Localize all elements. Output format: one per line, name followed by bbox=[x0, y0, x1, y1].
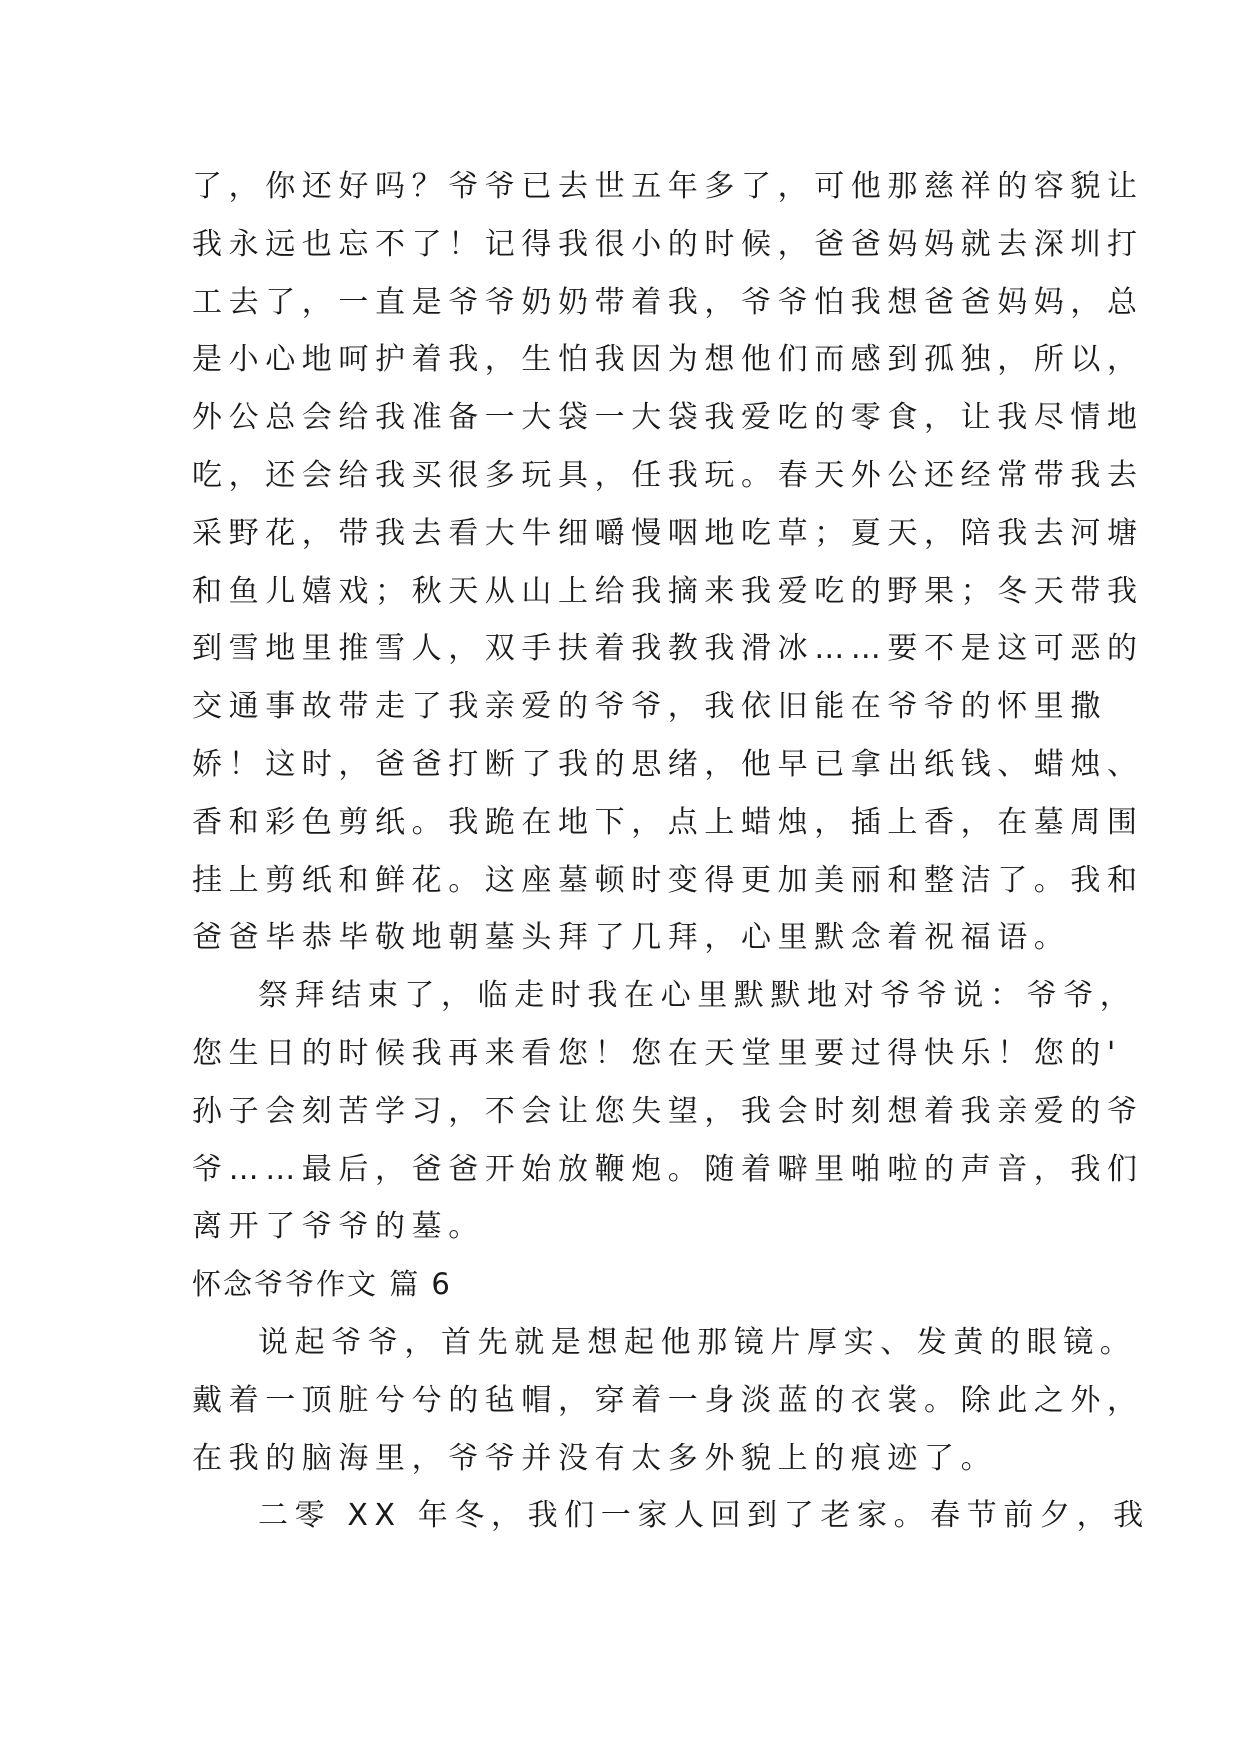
text-line: 吃，还会给我买很多玩具，任我玩。春天外公还经常带我去 bbox=[192, 457, 1144, 493]
text-line: 爸爸毕恭毕敬地朝墓头拜了几拜，心里默念着祝福语。 bbox=[192, 920, 1071, 956]
text-line: 您生日的时候我再来看您！您在天堂里要过得快乐！您的' bbox=[192, 1035, 1122, 1071]
text-line: 我永远也忘不了！记得我很小的时候，爸爸妈妈就去深圳打 bbox=[192, 226, 1144, 262]
text-line: 采野花，带我去看大牛细嚼慢咽地吃草；夏天，陪我去河塘 bbox=[192, 515, 1144, 551]
text-line: 是小心地呵护着我，生怕我因为想他们而感到孤独，所以， bbox=[192, 342, 1144, 378]
text-line: 戴着一顶脏兮兮的毡帽，穿着一身淡蓝的衣裳。除此之外， bbox=[192, 1382, 1144, 1418]
text-line: 离开了爷爷的墓。 bbox=[192, 1209, 485, 1245]
section-heading: 怀念爷爷作文 篇 6 bbox=[192, 1267, 452, 1302]
text-line: 祭拜结束了，临走时我在心里默默地对爷爷说：爷爷， bbox=[258, 978, 1137, 1014]
text-line: 了，你还好吗？爷爷已去世五年多了，可他那慈祥的容貌让 bbox=[192, 169, 1144, 204]
text-line: 爷……最后，爸爸开始放鞭炮。随着噼里啪啦的声音，我们 bbox=[192, 1151, 1144, 1187]
text-line: 孙子会刻苦学习，不会让您失望，我会时刻想着我亲爱的爷 bbox=[192, 1093, 1144, 1129]
text-line: 说起爷爷，首先就是想起他那镜片厚实、发黄的眼镜。 bbox=[258, 1324, 1137, 1360]
text-line: 香和彩色剪纸。我跪在地下，点上蜡烛，插上香，在墓周围 bbox=[192, 804, 1144, 840]
text-line: 交通事故带走了我亲爱的爷爷，我依旧能在爷爷的怀里撒 bbox=[192, 689, 1107, 725]
text-line: 和鱼儿嬉戏；秋天从山上给我摘来我爱吃的野果；冬天带我 bbox=[192, 573, 1144, 609]
text-line: 在我的脑海里，爷爷并没有太多外貌上的痕迹了。 bbox=[192, 1440, 998, 1476]
text-line: 娇！这时，爸爸打断了我的思绪，他早已拿出纸钱、蜡烛、 bbox=[192, 746, 1144, 782]
text-line: 工去了，一直是爷爷奶奶带着我，爷爷怕我想爸爸妈妈，总 bbox=[192, 284, 1144, 320]
body-text bbox=[192, 158, 1150, 1545]
text-line: 到雪地里推雪人，双手扶着我教我滑冰……要不是这可恶的 bbox=[192, 631, 1144, 667]
text-line: 挂上剪纸和鲜花。这座墓顿时变得更加美丽和整洁了。我和 bbox=[192, 862, 1144, 898]
text-line: 二零 XX 年冬，我们一家人回到了老家。春节前夕，我 bbox=[258, 1498, 1150, 1534]
text-line: 外公总会给我准备一大袋一大袋我爱吃的零食，让我尽情地 bbox=[192, 400, 1144, 436]
